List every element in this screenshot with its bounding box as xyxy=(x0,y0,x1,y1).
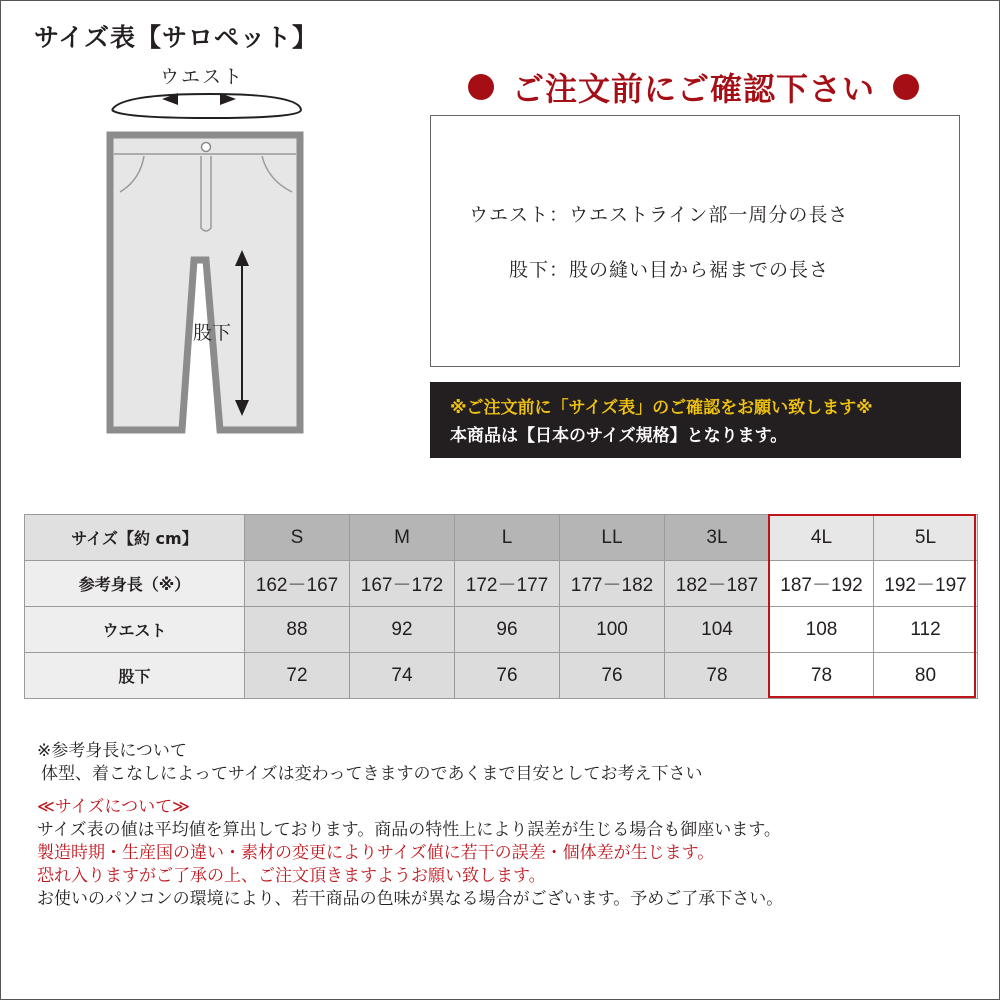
row-label: 股下 xyxy=(25,653,245,699)
table-cell: 80 xyxy=(874,653,978,699)
size-note-line: 製造時期・生産国の違い・素材の変更によりサイズ値に若干の誤差・個体差が生じます。 xyxy=(37,843,715,863)
band-line-1: ※ご注文前に「サイズ表」のご確認をお願い致します※ xyxy=(450,398,873,418)
size-header: S xyxy=(245,515,350,561)
definition-inseam: 股下：股の縫い目から裾までの長さ xyxy=(509,259,830,281)
table-cell: 88 xyxy=(245,607,350,653)
table-cell: 96 xyxy=(455,607,560,653)
definition-waist: ウエスト：ウエストライン部一周分の長さ xyxy=(469,204,849,226)
band-line-2: 本商品は【日本のサイズ規格】となります。 xyxy=(450,426,788,446)
size-header: 5L xyxy=(874,515,978,561)
size-note-line: 恐れ入りますがご了承の上、ご注文頂きますようお願い致します。 xyxy=(37,866,546,886)
size-note-line: お使いのパソコンの環境により、若干商品の色味が異なる場合がございます。予めご了承下さい。 xyxy=(37,889,784,909)
waist-measure-arc xyxy=(112,94,301,110)
table-cell: 76 xyxy=(455,653,560,699)
table-row xyxy=(25,653,978,699)
table-cell: 92 xyxy=(350,607,455,653)
table-row xyxy=(25,561,978,607)
size-header: M xyxy=(350,515,455,561)
notice-heading-text: ご注文前にご確認下さい xyxy=(512,70,876,108)
table-cell: 192－197 xyxy=(874,561,978,607)
table-header-row xyxy=(25,515,978,561)
row-label: ウエスト xyxy=(25,607,245,653)
table-cell: 100 xyxy=(560,607,665,653)
inseam-label: 股下 xyxy=(193,322,232,344)
table-cell: 182－187 xyxy=(665,561,770,607)
size-note-title: ≪サイズについて≫ xyxy=(37,797,190,817)
table-cell: 72 xyxy=(245,653,350,699)
size-header: 3L xyxy=(665,515,770,561)
table-cell: 172－177 xyxy=(455,561,560,607)
table-cell: 78 xyxy=(665,653,770,699)
size-notice-band xyxy=(430,382,961,458)
table-cell: 108 xyxy=(770,607,874,653)
table-cell: 112 xyxy=(874,607,978,653)
waist-label: ウエスト xyxy=(160,66,245,88)
size-table xyxy=(24,514,978,699)
waist-measure-arc-lower xyxy=(112,110,301,118)
table-cell: 167－172 xyxy=(350,561,455,607)
size-header: 4L xyxy=(770,515,874,561)
button-icon xyxy=(202,143,211,152)
height-note-title: ※参考身長について xyxy=(37,741,187,761)
table-row xyxy=(25,607,978,653)
table-cell: 78 xyxy=(770,653,874,699)
page-title: サイズ表【サロペット】 xyxy=(34,23,319,52)
definitions-box xyxy=(430,115,960,367)
table-header-label: サイズ【約 cm】 xyxy=(25,515,245,561)
table-cell: 177－182 xyxy=(560,561,665,607)
pants-shape xyxy=(110,135,300,430)
size-note-line: サイズ表の値は平均値を算出しております。商品の特性上により誤差が生じる場合も御座います。 xyxy=(37,820,781,840)
row-label: 参考身長（※） xyxy=(25,561,245,607)
size-header: L xyxy=(455,515,560,561)
notice-heading xyxy=(468,64,919,110)
pants-diagram xyxy=(100,80,320,440)
red-dot-icon xyxy=(468,74,494,100)
red-dot-icon xyxy=(893,74,919,100)
height-note-text: 体型、着こなしによってサイズは変わってきますのであくまで目安としてお考え下さい xyxy=(41,764,703,784)
notes-section xyxy=(37,740,783,911)
table-cell: 104 xyxy=(665,607,770,653)
table-cell: 76 xyxy=(560,653,665,699)
table-cell: 187－192 xyxy=(770,561,874,607)
table-cell: 74 xyxy=(350,653,455,699)
size-header: LL xyxy=(560,515,665,561)
table-cell: 162－167 xyxy=(245,561,350,607)
